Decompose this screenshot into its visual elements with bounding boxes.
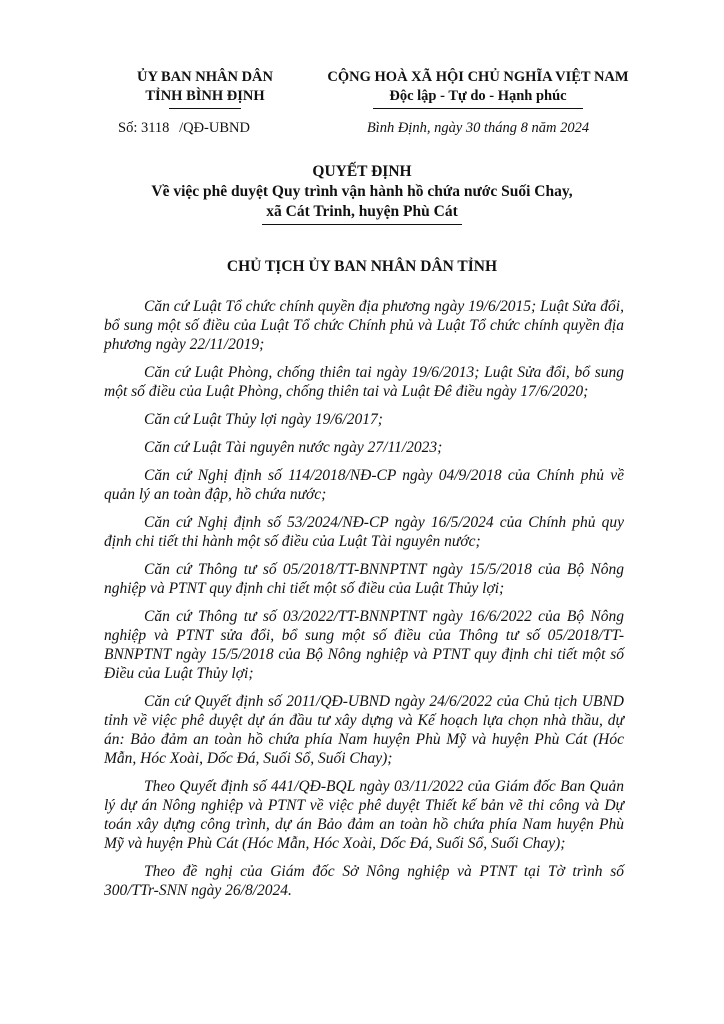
legal-basis-paragraph: Căn cứ Luật Tổ chức chính quyền địa phương ngày 19/6/2015; Luật Sửa đổi, bổ sung một số điều của Luật Tổ chức Chính phủ và Luật Tổ chức chính quyền địa phương ngày 22/11/2019; [104,298,624,353]
org-underline [169,108,241,109]
nation-line1: CỘNG HOÀ XÃ HỘI CHỦ NGHĨA VIỆT NAM [327,69,629,85]
decision-title [80,162,644,225]
org-line2: TỈNH BÌNH ĐỊNH [145,88,265,104]
proposal-paragraph: Theo đề nghị của Giám đốc Sở Nông nghiệp và PTNT tại Tờ trình số 300/TTr-SNN ngày 26/8/2024. [104,863,624,899]
number-suffix: /QĐ-UBND [179,120,250,136]
legal-basis-paragraph: Căn cứ Thông tư số 05/2018/TT-BNNPTNT ngày 15/5/2018 của Bộ Nông nghiệp và PTNT quy định chi tiết một số điều của Luật Thủy lợi; [104,561,624,597]
document-body [104,297,624,909]
document-number [118,120,250,137]
legal-basis-paragraph: Căn cứ Nghị định số 53/2024/NĐ-CP ngày 16/5/2024 của Chính phủ quy định chi tiết thi hành một số điều của Luật Tài nguyên nước; [104,514,624,550]
number-prefix: Số: [118,120,138,136]
title-subject-line2: xã Cát Trinh, huyện Phù Cát [266,203,458,220]
title-heading: QUYẾT ĐỊNH [312,163,412,180]
nation-motto: Độc lập - Tự do - Hạnh phúc [389,88,567,104]
legal-basis-paragraph: Căn cứ Luật Tài nguyên nước ngày 27/11/2023; [144,439,443,456]
number-value: 3118 [140,120,170,136]
legal-basis-paragraph: Căn cứ Luật Thủy lợi ngày 19/6/2017; [144,411,383,428]
title-subject-line1: Về việc phê duyệt Quy trình vận hành hồ chứa nước Suối Chay, [151,183,573,200]
issuing-authority [100,68,310,109]
legal-basis-paragraph: Căn cứ Nghị định số 114/2018/NĐ-CP ngày 04/9/2018 của Chính phủ về quản lý an toàn đập, hồ chứa nước; [104,467,624,503]
authority-heading: CHỦ TỊCH ỦY BAN NHÂN DÂN TỈNH [226,258,498,275]
motto-underline [373,108,583,109]
legal-basis-paragraph: Căn cứ Luật Phòng, chống thiên tai ngày 19/6/2013; Luật Sửa đổi, bổ sung một số điều của Luật Phòng, chống thiên tai và Luật Đê điều ngày 17/6/2020; [104,364,624,400]
legal-basis-paragraph: Căn cứ Quyết định số 2011/QĐ-UBND ngày 24/6/2022 của Chủ tịch UBND tỉnh về việc phê duyệt dự án đầu tư xây dựng và Kế hoạch lựa chọn nhà thầu, dự án: Bảo đảm an toàn hồ chứa phía Nam huyện Phù Mỹ và huyện Phù Cát (Hóc Mẫn, Hóc Xoài, Dốc Đá, Suối Sổ, Suối Chay); [104,693,624,767]
legal-basis-paragraph: Theo Quyết định số 441/QĐ-BQL ngày 03/11/2022 của Giám đốc Ban Quản lý dự án Nông nghiệp và PTNT về việc phê duyệt Thiết kế bản vẽ thi công và Dự toán xây dựng công trình, dự án Bảo đảm an toàn hồ chứa phía Nam huyện Phù Mỹ và huyện Phù Cát (Hóc Mẫn, Hóc Xoài, Dốc Đá, Suối Sổ, Suối Chay); [104,778,624,852]
title-underline [262,224,462,225]
national-header [318,68,638,109]
place-date: Bình Định, ngày 30 tháng 8 năm 2024 [366,120,590,136]
legal-basis-paragraph: Căn cứ Thông tư số 03/2022/TT-BNNPTNT ngày 16/6/2022 của Bộ Nông nghiệp và PTNT sửa đổi, bổ sung một số điều của Thông tư số 05/2018/TT-BNNPTNT ngày 15/5/2018 của Bộ Nông nghiệp và PTNT quy định chi tiết một số Điều của Luật Thủy lợi; [104,608,624,682]
org-line1: ỦY BAN NHÂN DÂN [136,69,273,85]
